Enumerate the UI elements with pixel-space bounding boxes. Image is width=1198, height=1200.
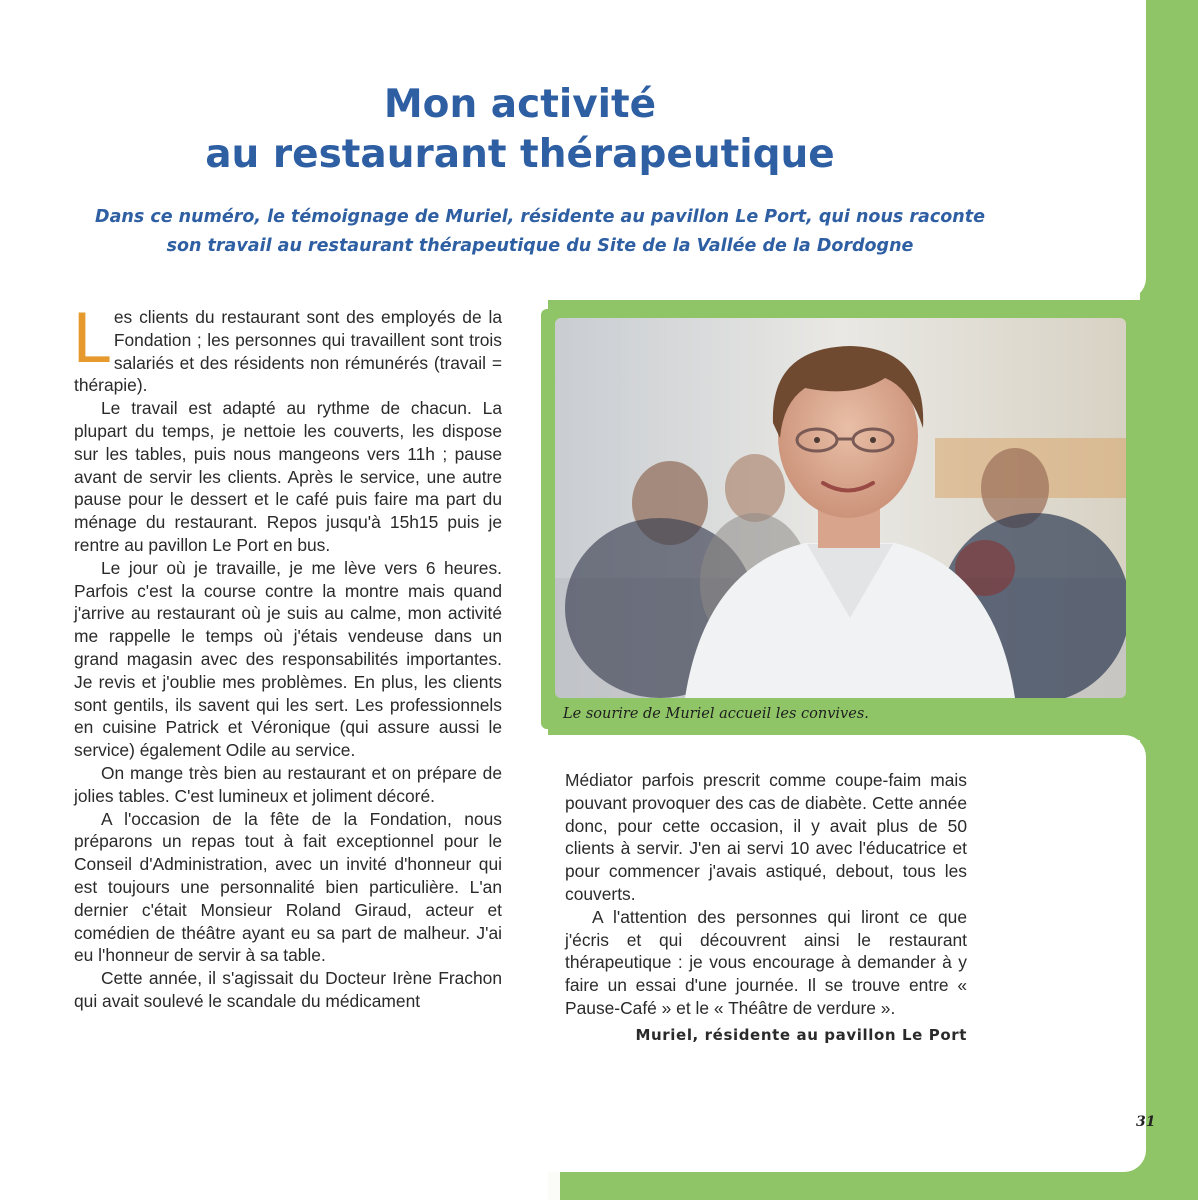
article-paragraph: A l'attention des personnes qui liront ce que j'écris et qui découvrent ainsi le restaurant thérapeutique : je vous encourage à demander à y faire un essai d'une journée. Il se trouve entre « Pause-Café » et le « Théâtre de verdure ». [565, 906, 967, 1018]
article-paragraph: Cette année, il s'agissait du Docteur Irène Frachon qui avait soulevé le scandale du médicament [74, 968, 502, 1011]
article-title-line-2: au restaurant thérapeutique [205, 132, 835, 177]
muriel-portrait-photo [555, 318, 1126, 698]
article-title-line-1: Mon activité [383, 82, 657, 127]
article-paragraph [72, 300, 502, 397]
article-paragraph: Médiator parfois prescrit comme coupe-faim mais pouvant provoquer des cas de diabète. Cette année donc, pour cette occasion, il y avait plus de 50 clients à servir. J'en ai servi 10 avec l'éducatrice et pour commencer j'avais astiqué, debout, tous les couverts. [565, 770, 967, 904]
article-paragraph: Le travail est adapté au rythme de chacun. La plupart du temps, je nettoie les couverts, les dispose sur les tables, puis nous mangeons vers 11h ; pause avant de servir les clients. Après le service, une autre pause pour le dessert et le café puis faire ma part du ménage du restaurant. Repos jusqu'à 15h15 puis je rentre au pavillon Le Port en bus. [74, 398, 502, 555]
article-signature: Muriel, résidente au pavillon Le Port [635, 1025, 967, 1044]
page-number: 31 [1136, 1114, 1156, 1130]
article-paragraph: Le jour où je travaille, je me lève vers 6 heures. Parfois c'est la course contre la montre mais quand j'arrive au restaurant où je suis au calme, mon activité me rappelle le temps où j'étais vendeuse dans un grand magasin avec des responsabilités importantes. Je revis et j'oublie mes problèmes. En plus, les clients sont gentils, ils savent qui les sert. Les professionnels en cuisine Patrick et Véronique (qui assure aussi le service) également Odile au service. [74, 557, 502, 761]
article-column-right [565, 769, 967, 1047]
article-column-left [72, 300, 502, 1013]
paragraph-text: es clients du restaurant sont des employés de la Fondation ; les personnes qui travaillent sont trois salariés et des résidents non rémunérés (travail = thérapie). [74, 307, 502, 396]
article-subtitle-line-1: Dans ce numéro, le témoignage de Muriel, résidente au pavillon Le Port, qui nous raconte [95, 207, 985, 227]
drop-cap: L [72, 300, 110, 379]
article-subtitle-line-2: son travail au restaurant thérapeutique du Site de la Vallée de la Dordogne [166, 236, 914, 256]
article-paragraph: A l'occasion de la fête de la Fondation, nous préparons un repas tout à fait exceptionnel pour le Conseil d'Administration, avec un invité d'honneur qui est toujours une personnalité bien particulière. L'an dernier c'était Monsieur Roland Giraud, acteur et comédien de théâtre ayant eu sa part de malheur. J'ai eu l'honneur de servir à sa table. [74, 808, 502, 966]
article-paragraph: On mange très bien au restaurant et on prépare de jolies tables. C'est lumineux et joliment décoré. [74, 762, 502, 806]
photo-caption: Le sourire de Muriel accueil les convives. [563, 706, 869, 722]
photo-illustration [555, 318, 1126, 698]
